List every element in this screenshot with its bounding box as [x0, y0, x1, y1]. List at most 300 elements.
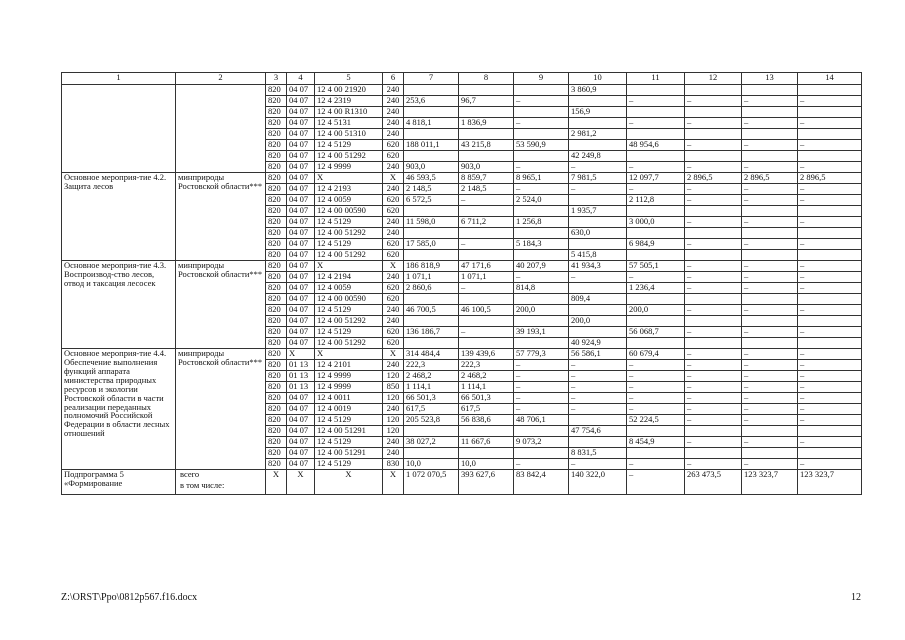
table-cell: [798, 250, 862, 261]
table-cell: 240: [383, 184, 404, 195]
table-cell: 04 07: [287, 316, 315, 327]
table-cell: –: [742, 404, 798, 415]
table-cell: 620: [383, 206, 404, 217]
table-cell: 240: [383, 404, 404, 415]
table-cell: 820: [266, 96, 287, 107]
table-cell: –: [798, 415, 862, 426]
table-cell: –: [742, 371, 798, 382]
table-cell: 04 07: [287, 217, 315, 228]
table-cell: 46 593,5: [404, 173, 459, 184]
table-cell: [798, 129, 862, 140]
document-page: [61, 72, 861, 495]
table-cell: [685, 316, 742, 327]
table-cell: [627, 129, 685, 140]
table-cell: [459, 294, 514, 305]
table-cell: 620: [383, 327, 404, 338]
subprogram-cell: X: [287, 470, 315, 495]
table-cell: 60 679,4: [627, 349, 685, 360]
table-cell: 630,0: [569, 228, 627, 239]
table-cell: 617,5: [404, 404, 459, 415]
table-cell: –: [685, 327, 742, 338]
table-cell: X: [383, 261, 404, 272]
table-cell: 12 4 9999: [315, 371, 383, 382]
table-cell: X: [315, 173, 383, 184]
table-cell: [569, 96, 627, 107]
table-cell: –: [798, 305, 862, 316]
table-cell: 04 07: [287, 162, 315, 173]
activity-cell: Основное мероприя-тие 4.3. Воспроизвод-ство лесов, отвод и таксация лесосек: [62, 261, 176, 349]
table-cell: 46 700,5: [404, 305, 459, 316]
table-cell: 12 097,7: [627, 173, 685, 184]
table-cell: –: [685, 283, 742, 294]
table-cell: 820: [266, 459, 287, 470]
table-cell: [685, 107, 742, 118]
table-cell: 820: [266, 283, 287, 294]
table-cell: [514, 206, 569, 217]
table-cell: 57 505,1: [627, 261, 685, 272]
table-cell: [514, 426, 569, 437]
table-cell: 809,4: [569, 294, 627, 305]
table-cell: [459, 426, 514, 437]
table-cell: –: [685, 360, 742, 371]
table-cell: 820: [266, 415, 287, 426]
table-cell: [404, 316, 459, 327]
table-cell: X: [315, 349, 383, 360]
table-cell: 1 114,1: [404, 382, 459, 393]
table-cell: [798, 228, 862, 239]
table-cell: [742, 151, 798, 162]
table-cell: 7 981,5: [569, 173, 627, 184]
table-cell: 820: [266, 206, 287, 217]
column-header: 8: [459, 73, 514, 85]
executor-including-label: в том числе:: [180, 480, 225, 490]
table-cell: –: [569, 184, 627, 195]
table-cell: 11 598,0: [404, 217, 459, 228]
table-cell: –: [798, 272, 862, 283]
table-cell: –: [685, 118, 742, 129]
table-cell: 200,0: [514, 305, 569, 316]
table-row: [62, 349, 862, 360]
table-cell: 01 13: [287, 371, 315, 382]
table-cell: [742, 85, 798, 96]
table-cell: 6 984,9: [627, 239, 685, 250]
table-cell: 240: [383, 118, 404, 129]
subprogram-cell: 263 473,5: [685, 470, 742, 495]
table-cell: [627, 448, 685, 459]
table-cell: 12 4 00 51291: [315, 426, 383, 437]
page-number: 12: [851, 592, 861, 603]
table-cell: –: [685, 184, 742, 195]
table-cell: 12 4 2101: [315, 360, 383, 371]
table-cell: 820: [266, 327, 287, 338]
table-cell: 120: [383, 371, 404, 382]
table-cell: [742, 206, 798, 217]
table-cell: 01 13: [287, 382, 315, 393]
table-cell: 12 4 0059: [315, 283, 383, 294]
table-cell: 814,8: [514, 283, 569, 294]
subprogram-cell: 83 842,4: [514, 470, 569, 495]
table-cell: 820: [266, 140, 287, 151]
table-cell: –: [685, 261, 742, 272]
table-cell: 240: [383, 272, 404, 283]
table-cell: [685, 228, 742, 239]
subprogram-cell: X: [315, 470, 383, 495]
subprogram-cell: 140 322,0: [569, 470, 627, 495]
table-cell: –: [569, 404, 627, 415]
table-cell: –: [685, 140, 742, 151]
subprogram-title: Подпрограмма 5 «Формирование: [62, 470, 176, 495]
table-cell: [459, 107, 514, 118]
table-cell: –: [742, 283, 798, 294]
table-cell: –: [685, 459, 742, 470]
table-cell: 04 07: [287, 184, 315, 195]
table-cell: X: [383, 173, 404, 184]
table-cell: 04 07: [287, 261, 315, 272]
table-cell: 04 07: [287, 283, 315, 294]
table-cell: –: [742, 437, 798, 448]
table-cell: [742, 338, 798, 349]
table-cell: 820: [266, 162, 287, 173]
table-cell: –: [685, 305, 742, 316]
table-cell: –: [742, 184, 798, 195]
table-cell: 04 07: [287, 140, 315, 151]
table-cell: [798, 85, 862, 96]
budget-table: [61, 72, 862, 495]
table-cell: –: [742, 261, 798, 272]
table-cell: [404, 151, 459, 162]
table-cell: –: [627, 184, 685, 195]
table-cell: 52 224,5: [627, 415, 685, 426]
table-cell: –: [798, 184, 862, 195]
table-cell: 820: [266, 261, 287, 272]
table-cell: 12 4 5129: [315, 140, 383, 151]
table-cell: –: [685, 217, 742, 228]
table-cell: [459, 338, 514, 349]
table-cell: 620: [383, 338, 404, 349]
table-cell: 1 236,4: [627, 283, 685, 294]
table-cell: 17 585,0: [404, 239, 459, 250]
table-cell: [569, 327, 627, 338]
executor-cell: минприроды Ростовской области***: [176, 349, 266, 470]
table-cell: [459, 129, 514, 140]
table-cell: 253,6: [404, 96, 459, 107]
table-cell: 820: [266, 393, 287, 404]
table-cell: [404, 448, 459, 459]
table-cell: X: [287, 349, 315, 360]
table-cell: 04 07: [287, 195, 315, 206]
table-cell: 04 07: [287, 129, 315, 140]
table-cell: –: [569, 371, 627, 382]
table-cell: –: [459, 283, 514, 294]
table-cell: [742, 129, 798, 140]
table-cell: [569, 118, 627, 129]
subprogram-cell: 123 323,7: [798, 470, 862, 495]
table-cell: –: [798, 140, 862, 151]
table-cell: –: [685, 382, 742, 393]
table-cell: –: [459, 239, 514, 250]
table-cell: 3 860,9: [569, 85, 627, 96]
column-header: 10: [569, 73, 627, 85]
table-cell: [569, 195, 627, 206]
table-cell: –: [798, 327, 862, 338]
table-cell: 314 484,4: [404, 349, 459, 360]
subprogram-cell: 123 323,7: [742, 470, 798, 495]
table-cell: [514, 294, 569, 305]
table-cell: [627, 316, 685, 327]
table-cell: 12 4 00 51292: [315, 316, 383, 327]
table-cell: –: [514, 118, 569, 129]
table-cell: [404, 250, 459, 261]
table-cell: [404, 294, 459, 305]
table-cell: 12 4 00 51292: [315, 228, 383, 239]
table-cell: 12 4 5129: [315, 217, 383, 228]
table-cell: [514, 151, 569, 162]
table-cell: 04 07: [287, 294, 315, 305]
table-cell: –: [514, 162, 569, 173]
table-cell: 12 4 00 51291: [315, 448, 383, 459]
table-cell: [459, 151, 514, 162]
table-cell: 04 07: [287, 206, 315, 217]
table-cell: –: [627, 162, 685, 173]
table-cell: –: [685, 349, 742, 360]
table-cell: 617,5: [459, 404, 514, 415]
table-cell: [685, 426, 742, 437]
table-cell: 56 586,1: [569, 349, 627, 360]
subprogram-cell: X: [383, 470, 404, 495]
table-cell: 12 4 5129: [315, 437, 383, 448]
column-header: 13: [742, 73, 798, 85]
table-cell: 136 186,7: [404, 327, 459, 338]
subprogram-cell: X: [266, 470, 287, 495]
table-cell: 240: [383, 217, 404, 228]
table-cell: [798, 206, 862, 217]
table-cell: [798, 316, 862, 327]
table-cell: 5 184,3: [514, 239, 569, 250]
table-cell: 47 171,6: [459, 261, 514, 272]
table-row: [62, 85, 862, 96]
table-cell: 620: [383, 294, 404, 305]
table-cell: 240: [383, 228, 404, 239]
table-cell: [459, 448, 514, 459]
table-cell: –: [514, 393, 569, 404]
table-cell: –: [798, 162, 862, 173]
table-cell: –: [514, 272, 569, 283]
table-cell: [685, 85, 742, 96]
table-cell: 04 07: [287, 437, 315, 448]
table-cell: [742, 316, 798, 327]
table-cell: 12 4 00 00590: [315, 206, 383, 217]
table-cell: 12 4 5129: [315, 239, 383, 250]
table-cell: 820: [266, 228, 287, 239]
table-cell: –: [798, 217, 862, 228]
table-cell: –: [742, 239, 798, 250]
table-cell: 1 071,1: [404, 272, 459, 283]
table-cell: –: [514, 404, 569, 415]
table-cell: 04 07: [287, 404, 315, 415]
table-cell: –: [514, 96, 569, 107]
table-cell: 12 4 9999: [315, 162, 383, 173]
table-cell: [459, 85, 514, 96]
table-cell: 12 4 00 51292: [315, 151, 383, 162]
table-cell: –: [798, 393, 862, 404]
table-cell: –: [514, 360, 569, 371]
table-cell: 8 859,7: [459, 173, 514, 184]
table-cell: 1 256,8: [514, 217, 569, 228]
table-cell: 240: [383, 107, 404, 118]
table-cell: 620: [383, 283, 404, 294]
table-cell: 12 4 5129: [315, 305, 383, 316]
table-row: [62, 173, 862, 184]
table-cell: [798, 338, 862, 349]
table-cell: 04 07: [287, 305, 315, 316]
table-cell: 240: [383, 437, 404, 448]
activity-cell: Основное мероприя-тие 4.4. Обеспечение выполнения функций аппарата министерства природных ресурсов и экологии Ростовской области в части реализации переданных полномочий Российской Федерации в области лесных отношений: [62, 349, 176, 470]
table-cell: 188 011,1: [404, 140, 459, 151]
table-cell: 240: [383, 316, 404, 327]
table-cell: –: [685, 371, 742, 382]
subprogram-executor: [176, 470, 266, 495]
table-cell: [514, 338, 569, 349]
table-cell: 240: [383, 305, 404, 316]
table-cell: 04 07: [287, 272, 315, 283]
table-cell: 04 07: [287, 338, 315, 349]
table-cell: –: [685, 272, 742, 283]
table-cell: –: [742, 327, 798, 338]
table-cell: 40 207,9: [514, 261, 569, 272]
column-header: 1: [62, 73, 176, 85]
table-cell: 04 07: [287, 85, 315, 96]
table-cell: 820: [266, 85, 287, 96]
table-cell: 2 148,5: [404, 184, 459, 195]
executor-cell: [176, 85, 266, 173]
table-cell: [404, 107, 459, 118]
table-cell: 2 896,5: [742, 173, 798, 184]
table-cell: 04 07: [287, 173, 315, 184]
executor-total-label: всего: [180, 469, 200, 479]
table-cell: 240: [383, 85, 404, 96]
table-cell: –: [685, 415, 742, 426]
table-cell: [569, 437, 627, 448]
table-cell: –: [627, 382, 685, 393]
table-cell: 12 4 0059: [315, 195, 383, 206]
table-cell: [627, 426, 685, 437]
table-cell: [514, 228, 569, 239]
table-cell: 42 249,8: [569, 151, 627, 162]
table-cell: –: [514, 371, 569, 382]
table-cell: 48 706,1: [514, 415, 569, 426]
table-cell: 66 501,3: [404, 393, 459, 404]
subprogram-cell: 393 627,6: [459, 470, 514, 495]
table-cell: 820: [266, 349, 287, 360]
table-cell: [685, 294, 742, 305]
table-cell: 620: [383, 140, 404, 151]
table-cell: –: [798, 459, 862, 470]
table-cell: –: [569, 459, 627, 470]
table-cell: 04 07: [287, 250, 315, 261]
table-cell: 200,0: [627, 305, 685, 316]
table-cell: 04 07: [287, 415, 315, 426]
table-cell: 04 07: [287, 426, 315, 437]
table-cell: 820: [266, 360, 287, 371]
table-cell: 12 4 00 51292: [315, 250, 383, 261]
table-cell: 820: [266, 305, 287, 316]
table-cell: –: [569, 393, 627, 404]
table-cell: 12 4 00 00590: [315, 294, 383, 305]
table-cell: 04 07: [287, 448, 315, 459]
table-cell: 240: [383, 162, 404, 173]
table-cell: 04 07: [287, 228, 315, 239]
table-cell: 46 100,5: [459, 305, 514, 316]
table-cell: 820: [266, 437, 287, 448]
table-cell: 48 954,6: [627, 140, 685, 151]
header-row: [62, 73, 862, 85]
table-cell: [798, 151, 862, 162]
table-cell: 04 07: [287, 107, 315, 118]
table-cell: 620: [383, 250, 404, 261]
table-cell: 820: [266, 217, 287, 228]
table-cell: 240: [383, 360, 404, 371]
table-cell: 12 4 2193: [315, 184, 383, 195]
table-cell: 820: [266, 184, 287, 195]
table-cell: –: [514, 459, 569, 470]
table-cell: 2 468,2: [459, 371, 514, 382]
table-cell: [627, 228, 685, 239]
table-cell: 205 523,8: [404, 415, 459, 426]
table-cell: [627, 338, 685, 349]
column-header: 6: [383, 73, 404, 85]
table-cell: –: [742, 415, 798, 426]
table-cell: 04 07: [287, 327, 315, 338]
executor-cell: минприроды Ростовской области***: [176, 261, 266, 349]
column-header: 4: [287, 73, 315, 85]
table-cell: 04 07: [287, 239, 315, 250]
table-cell: –: [569, 382, 627, 393]
table-cell: 8 831,5: [569, 448, 627, 459]
column-header: 12: [685, 73, 742, 85]
table-cell: –: [742, 305, 798, 316]
table-cell: 820: [266, 151, 287, 162]
table-cell: 820: [266, 448, 287, 459]
table-cell: 40 924,9: [569, 338, 627, 349]
table-cell: 47 754,6: [569, 426, 627, 437]
table-cell: [569, 305, 627, 316]
table-cell: –: [459, 327, 514, 338]
table-cell: 240: [383, 129, 404, 140]
table-cell: 120: [383, 415, 404, 426]
table-cell: 9 073,2: [514, 437, 569, 448]
table-cell: –: [569, 360, 627, 371]
footer-file-path: Z:\ORST\Ppo\0812p567.f16.docx: [61, 592, 198, 603]
table-cell: [404, 426, 459, 437]
table-cell: 38 027,2: [404, 437, 459, 448]
table-cell: –: [627, 459, 685, 470]
table-cell: 820: [266, 382, 287, 393]
table-cell: –: [627, 96, 685, 107]
table-cell: –: [742, 195, 798, 206]
table-cell: 57 779,3: [514, 349, 569, 360]
table-cell: 11 667,6: [459, 437, 514, 448]
table-body: [62, 73, 862, 495]
table-cell: –: [514, 382, 569, 393]
table-cell: [627, 85, 685, 96]
table-cell: –: [514, 184, 569, 195]
table-cell: [742, 107, 798, 118]
table-cell: [627, 294, 685, 305]
table-cell: 04 07: [287, 393, 315, 404]
table-cell: 39 193,1: [514, 327, 569, 338]
table-cell: [798, 448, 862, 459]
table-cell: 5 415,8: [569, 250, 627, 261]
